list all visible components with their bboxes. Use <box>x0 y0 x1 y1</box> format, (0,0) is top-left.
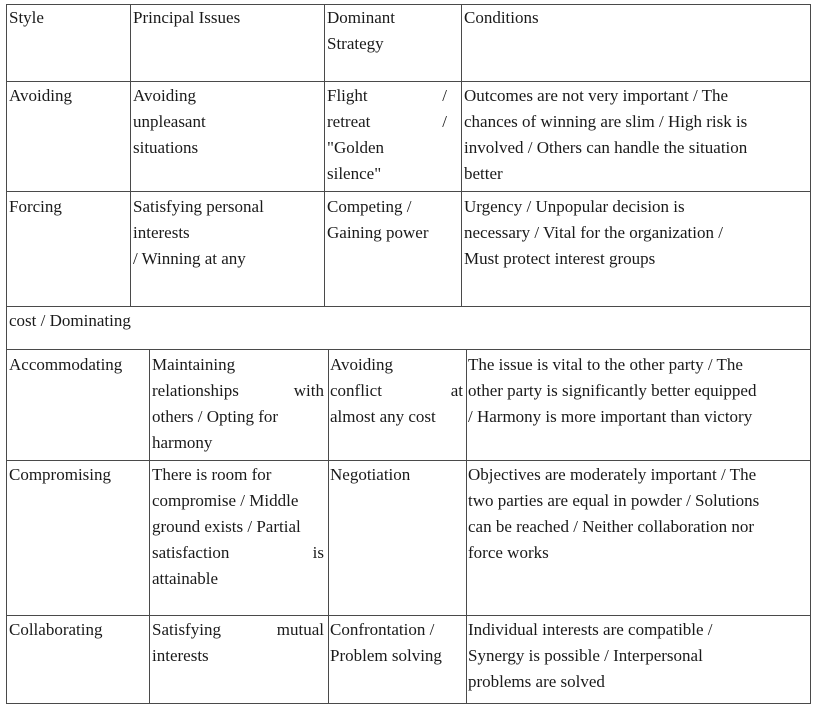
row-compromising-style: Compromising <box>9 465 112 484</box>
row-collaborating-conditions: Individual interests are compatible / Synergy is possible / Interpersonal problems are solved <box>468 620 713 691</box>
table-rule <box>328 349 329 704</box>
row-forcing-issues: Satisfying personal interests / Winning at any <box>133 197 264 268</box>
row-continuation: cost / Dominating <box>9 311 131 330</box>
row-avoiding-style: Avoiding <box>9 86 72 105</box>
table-rule <box>130 4 131 306</box>
table-rule <box>6 191 811 192</box>
table-rule <box>6 615 811 616</box>
row-forcing-conditions: Urgency / Unpopular decision is necessary / Vital for the organization / Must protect interest groups <box>464 197 723 268</box>
table-rule <box>149 349 150 704</box>
row-collaborating-strategy: Confrontation / Problem solving <box>330 620 442 665</box>
row-forcing-style: Forcing <box>9 197 62 216</box>
row-compromising-issues: There is room for compromise / Middle ground exists / Partial satisfaction is attainable <box>152 465 324 588</box>
conflict-styles-table <box>6 4 811 704</box>
table-rule <box>324 4 325 306</box>
header-conditions: Conditions <box>464 8 539 27</box>
row-accommodating-issues: Maintaining relationships with others / Opting for harmony <box>152 355 324 452</box>
table-rule <box>466 349 467 704</box>
header-style: Style <box>9 8 44 27</box>
table-rule <box>6 703 811 704</box>
table-rule <box>6 4 7 704</box>
row-avoiding-issues: Avoiding unpleasant situations <box>133 86 206 157</box>
header-dominant-strategy: Dominant Strategy <box>327 8 395 53</box>
table-rule <box>6 81 811 82</box>
row-compromising-conditions: Objectives are moderately important / The two parties are equal in powder / Solutions can be reached / Neither collaboration nor force works <box>468 465 760 562</box>
header-principal-issues: Principal Issues <box>133 8 241 27</box>
row-forcing-strategy: Competing / Gaining power <box>327 197 429 242</box>
row-accommodating-strategy: Avoiding conflict at almost any cost <box>330 355 463 426</box>
row-avoiding-strategy: Flight / retreat / "Golden silence" <box>327 86 447 183</box>
row-accommodating-conditions: The issue is vital to the other party / The other party is significantly better equipped / Harmony is more important than victory <box>468 355 757 426</box>
row-collaborating-issues: Satisfying mutual interests <box>152 620 324 665</box>
table-rule <box>6 306 811 307</box>
table-rule <box>810 4 811 704</box>
row-accommodating-style: Accommodating <box>9 355 123 374</box>
row-collaborating-style: Collaborating <box>9 620 103 639</box>
table-rule <box>6 460 811 461</box>
row-compromising-strategy: Negotiation <box>330 465 411 484</box>
table-rule <box>461 4 462 306</box>
table-rule <box>6 349 811 350</box>
row-avoiding-conditions: Outcomes are not very important / The chances of winning are slim / High risk is involved / Others can handle the situation better <box>464 86 748 183</box>
